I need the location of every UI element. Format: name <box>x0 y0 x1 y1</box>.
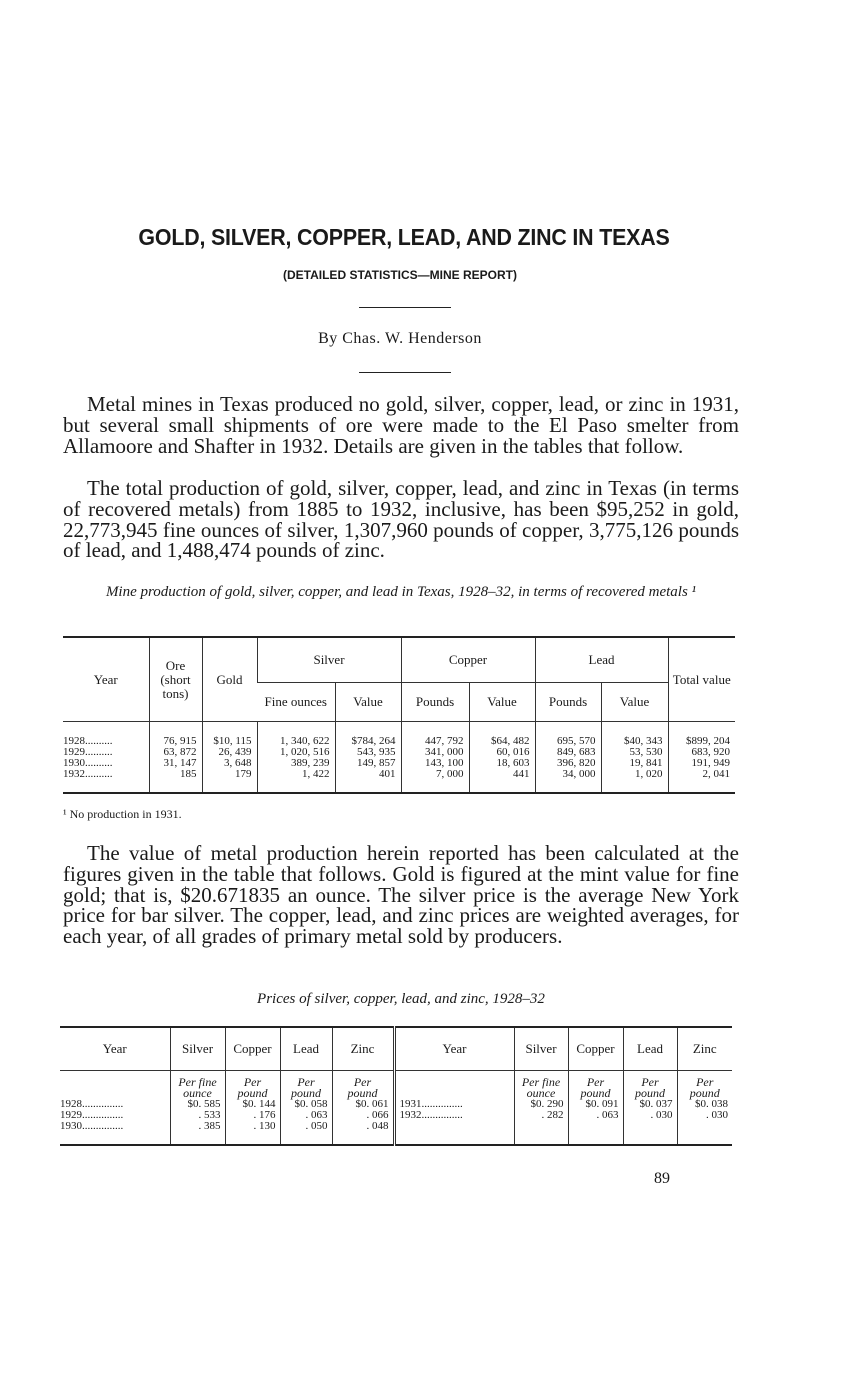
col-total-header: Total value <box>668 637 735 722</box>
paragraph-1 <box>63 394 739 456</box>
unit-zinc-right: Per pound <box>677 1071 732 1100</box>
col-silver-value-header: Value <box>335 683 401 722</box>
unit-lead-right: Per pound <box>623 1071 677 1100</box>
gold-cells: $10, 115 26, 439 3, 648 179 <box>202 736 257 780</box>
prices-col-copper-header: Copper <box>225 1027 280 1071</box>
unit-silver: Per fine ounce <box>170 1071 225 1100</box>
col-silver-ounces-header: Fine ounces <box>257 683 335 722</box>
prices-silver-cells: $0. 585 . 533 . 385 <box>170 1099 225 1132</box>
prices-lead-cells: $0. 058 . 063 . 050 <box>280 1099 332 1132</box>
prices-zinc-cells-right: $0. 038 . 030 <box>677 1099 732 1132</box>
prices-col-silver-header-right: Silver <box>514 1027 568 1071</box>
copper-pounds-cells: 447, 792 341, 000 143, 100 7, 000 <box>401 736 469 780</box>
prices-col-lead-header-right: Lead <box>623 1027 677 1071</box>
prices-year-cells-right: 1931............... 1932............... <box>394 1099 514 1132</box>
unit-lead: Per pound <box>280 1071 332 1100</box>
prices-copper-cells: $0. 144 . 176 . 130 <box>225 1099 280 1132</box>
prices-copper-cells-right: $0. 091 . 063 <box>568 1099 623 1132</box>
prices-col-zinc-header-right: Zinc <box>677 1027 732 1071</box>
col-lead-header: Lead <box>535 637 668 683</box>
prices-col-zinc-header: Zinc <box>332 1027 394 1071</box>
col-copper-value-header: Value <box>469 683 535 722</box>
prices-col-year-header: Year <box>60 1027 170 1071</box>
table1-caption: Mine production of gold, silver, copper, and lead in Texas, 1928–32, in terms of recovered metals ¹ <box>105 584 697 600</box>
col-silver-header: Silver <box>257 637 401 683</box>
unit-row <box>60 1071 732 1100</box>
paragraph-3-text: The value of metal production herein reported has been calculated at the figures given in the table that follows. Gold is figured at the mint value for fine gold; that is, $20.671835 an ounce. The silver price is the average New York price for bar silver. The copper, lead, and zinc prices are weighted averages, for each year, of all grades of primary metal sold by producers. <box>63 841 739 949</box>
prices-col-lead-header: Lead <box>280 1027 332 1071</box>
prices-year-cells: 1928............... 1929............... 1930............... <box>60 1098 124 1132</box>
ore-cells: 76, 915 63, 872 31, 147 185 <box>149 736 202 780</box>
unit-zinc: Per pound <box>332 1071 394 1100</box>
production-table <box>63 636 735 794</box>
paragraph-3 <box>63 843 739 947</box>
prices-col-copper-header-right: Copper <box>568 1027 623 1071</box>
total-value-cells: $899, 204 683, 920 191, 949 2, 041 <box>668 736 735 780</box>
prices-zinc-cells: $0. 061 . 066 . 048 <box>332 1099 394 1132</box>
col-lead-pounds-header: Pounds <box>535 683 601 722</box>
col-year-header: Year <box>63 637 149 722</box>
col-copper-header: Copper <box>401 637 535 683</box>
prices-col-year-header-right: Year <box>394 1027 514 1071</box>
silver-ounces-cells: 1, 340, 622 1, 020, 516 389, 239 1, 422 <box>257 736 335 780</box>
table-row <box>63 736 735 780</box>
divider-rule-bottom <box>359 372 451 373</box>
paragraph-1-text: Metal mines in Texas produced no gold, silver, copper, lead, or zinc in 1931, but several small shipments of ore were made to the El Paso smelter from Allamoore and Shafter in 1932. Details are given in the tables that follow. <box>63 392 739 458</box>
table2-caption: Prices of silver, copper, lead, and zinc, 1928–32 <box>257 991 545 1007</box>
paragraph-2 <box>63 478 739 561</box>
unit-copper-right: Per pound <box>568 1071 623 1100</box>
paragraph-2-text: The total production of gold, silver, copper, lead, and zinc in Texas (in terms of recovered metals) from 1885 to 1932, inclusive, has been $95,252 in gold, 22,773,945 fine ounces of silver, 1,307,960 pounds of copper, 3,775,126 pounds of lead, and 1,488,474 pounds of zinc. <box>63 476 739 563</box>
col-lead-value-header: Value <box>601 683 668 722</box>
prices-col-silver-header: Silver <box>170 1027 225 1071</box>
lead-value-cells: $40, 343 53, 530 19, 841 1, 020 <box>601 736 668 780</box>
year-cells: 1928.......... 1929.......... 1930.......... 1932.......... <box>63 735 113 780</box>
prices-silver-cells-right: $0. 290 . 282 <box>514 1099 568 1132</box>
author-line: By Chas. W. Henderson <box>318 330 482 347</box>
page-subtitle: (DETAILED STATISTICS—MINE REPORT) <box>283 268 517 282</box>
silver-value-cells: $784, 264 543, 935 149, 857 401 <box>335 736 401 780</box>
lead-pounds-cells: 695, 570 849, 683 396, 820 34, 000 <box>535 736 601 780</box>
page-title: GOLD, SILVER, COPPER, LEAD, AND ZINC IN TEXAS <box>138 224 670 250</box>
unit-copper: Per pound <box>225 1071 280 1100</box>
table-row <box>60 1099 732 1132</box>
col-gold-header: Gold <box>202 637 257 722</box>
copper-value-cells: $64, 482 60, 016 18, 603 441 <box>469 736 535 780</box>
divider-rule-top <box>359 307 451 308</box>
table1-footnote: ¹ No production in 1931. <box>63 807 182 821</box>
page-number: 89 <box>654 1170 670 1187</box>
unit-silver-right: Per fine ounce <box>514 1071 568 1100</box>
col-ore-header: Ore (short tons) <box>149 637 202 722</box>
col-copper-pounds-header: Pounds <box>401 683 469 722</box>
prices-lead-cells-right: $0. 037 . 030 <box>623 1099 677 1132</box>
prices-table <box>60 1026 732 1146</box>
